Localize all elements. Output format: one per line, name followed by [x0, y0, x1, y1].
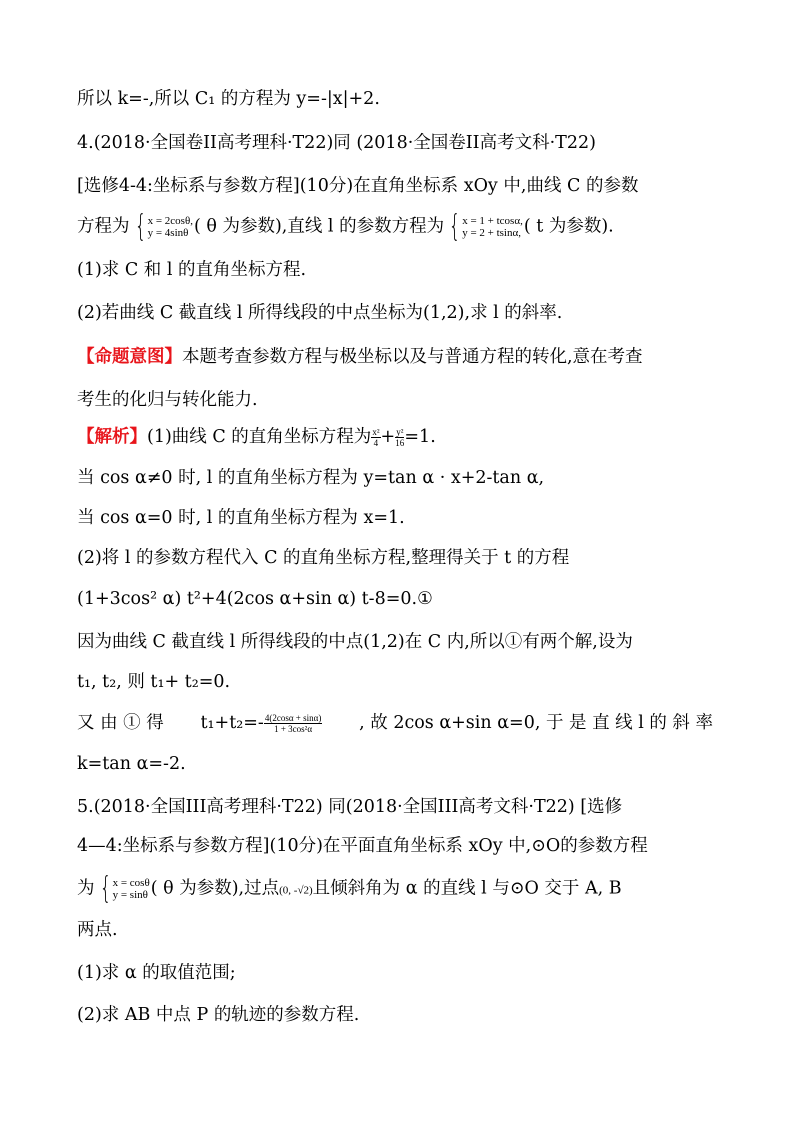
- q5-param-line: [77, 871, 622, 906]
- q5-prefix: 为: [77, 878, 95, 899]
- brace-icon: {: [134, 209, 146, 244]
- q4-param-mid: ( θ 为参数),直线 l 的参数方程为: [193, 216, 445, 237]
- frac-num: y²: [396, 427, 404, 437]
- q5-topic: 4—4:坐标系与参数方程](10分)在平面直角坐标系 xOy 中,⊙O的参数方程: [77, 836, 648, 856]
- q5-mid: ( θ 为参数),过点: [150, 878, 280, 899]
- brace-icon: {: [448, 209, 461, 244]
- frac-den: 4: [373, 438, 379, 448]
- sys-row: x = cosθ: [112, 877, 150, 889]
- q5-end-line: 两点.: [77, 920, 118, 940]
- analysis-line-7: t₁, t₂, 则 t₁+ t₂=0.: [77, 672, 231, 692]
- fraction-sum: [264, 713, 323, 734]
- a8-sum: t₁+t₂=-: [200, 713, 264, 733]
- frac-den: 1 + 3cos²α: [274, 724, 313, 734]
- q5-point: (0, -√2): [279, 884, 313, 897]
- frac-num: 4(2cosα + sinα): [264, 713, 322, 723]
- q5-part2: (2)求 AB 中点 P 的轨迹的参数方程.: [77, 1005, 360, 1025]
- q4-curve-system: [131, 209, 193, 244]
- q5-header: 5.(2018·全国III高考理科·T22) 同(2018·全国III高考文科·T22) [选修: [77, 797, 623, 817]
- q5-circle-system: [96, 871, 150, 906]
- sys-row: y = sinθ: [112, 889, 148, 901]
- q4-part2: (2)若曲线 C 截直线 l 所得线段的中点坐标为(1,2),求 l 的斜率.: [77, 303, 563, 323]
- line-conclusion: 所以 k=-,所以 C₁ 的方程为 y=-|x|+2.: [77, 89, 380, 109]
- a8-start: 又 由 ① 得: [77, 713, 164, 733]
- frac-den: 16: [395, 438, 405, 448]
- analysis-line-9: k=tan α=-2.: [77, 754, 186, 774]
- q4-part1: (1)求 C 和 l 的直角坐标方程.: [77, 260, 307, 280]
- analysis-line-4: (2)将 l 的参数方程代入 C 的直角坐标方程,整理得关于 t 的方程: [77, 548, 570, 568]
- analysis-line-5: (1+3cos² α) t²+4(2cos α+sin α) t-8=0.①: [77, 589, 433, 609]
- q5-part1: (1)求 α 的取值范围;: [77, 963, 236, 983]
- sys-row: y = 2 + tsinα,: [462, 227, 522, 239]
- q4-param-end: ( t 为参数).: [523, 216, 614, 237]
- q4-param-line: [77, 209, 614, 244]
- intent-line-2: 考生的化归与转化能力.: [77, 390, 258, 410]
- analysis-tag: 【解析】: [77, 427, 147, 447]
- sys-row: y = 4sinθ: [147, 227, 189, 239]
- q4-param-prefix: 方程为: [77, 216, 130, 237]
- a8-end: , 故 2cos α+sin α=0, 于 是 直 线 l 的 斜 率: [359, 713, 713, 733]
- analysis-line-3: 当 cos α=0 时, l 的直角坐标方程为 x=1.: [77, 508, 405, 528]
- fraction-y: [395, 427, 404, 448]
- q4-line-system: [445, 209, 523, 244]
- sys-row: x = 2cosθ,: [147, 215, 193, 227]
- a8-formula: [200, 711, 322, 735]
- analysis-line-1: 【解析】(1)曲线 C 的直角坐标方程为 $\frac{\text{x²}}{4}$ + $\frac{\text{y²}}{16}$ =1.: [77, 427, 436, 448]
- sys-row: x = 1 + tcosα,: [462, 215, 523, 227]
- q4-topic: [选修4-4:坐标系与参数方程](10分)在直角坐标系 xOy 中,曲线 C 的参数: [77, 176, 639, 196]
- analysis-line-2: 当 cos α≠0 时, l 的直角坐标方程为 y=tan α · x+2-tan α,: [77, 468, 545, 488]
- intent-tag: 【命题意图】: [77, 347, 182, 367]
- analysis-line-8: [77, 711, 713, 735]
- brace-icon: {: [99, 871, 111, 906]
- q4-header: 4.(2018·全国卷II高考理科·T22)同 (2018·全国卷II高考文科·T22): [77, 133, 596, 153]
- analysis-text: (1)曲线 C 的直角坐标方程为: [147, 427, 372, 447]
- intent-line-1: [77, 345, 643, 369]
- frac-num: x²: [372, 427, 380, 437]
- fraction-x: [371, 427, 380, 448]
- analysis-line-6: 因为曲线 C 截直线 l 所得线段的中点(1,2)在 C 内,所以①有两个解,设为: [77, 632, 633, 652]
- intent-text: 本题考查参数方程与极坐标以及与普通方程的转化,意在考查: [182, 347, 643, 367]
- analysis-end: =1.: [404, 427, 436, 447]
- q5-end: 且倾斜角为 α 的直线 l 与⊙O 交于 A, B: [312, 878, 622, 899]
